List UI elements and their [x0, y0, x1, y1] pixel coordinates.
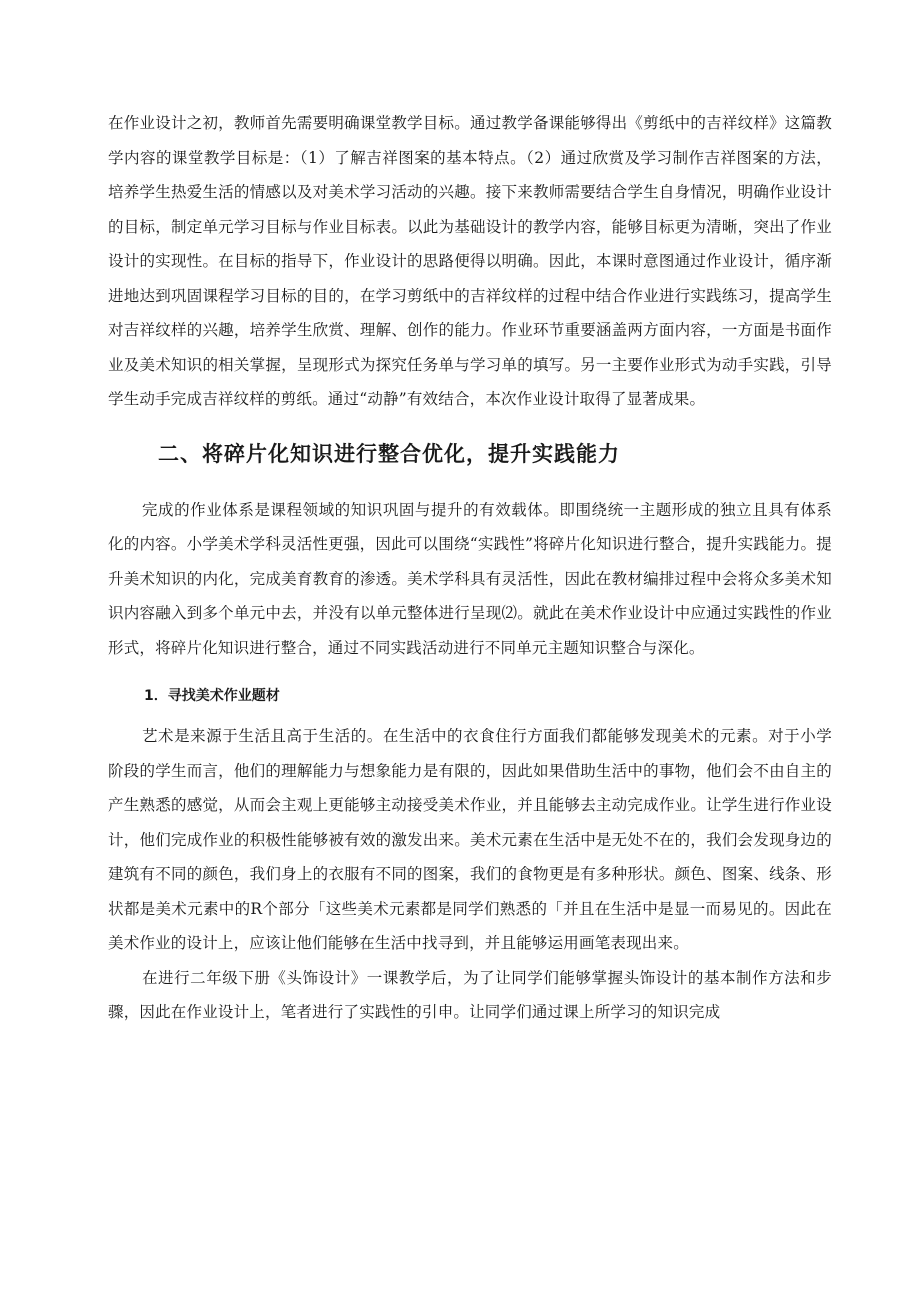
body-paragraph-3: 艺术是来源于生活且高于生活的。在生活中的衣食住行方面我们都能够发现美术的元素。对于小学阶段的学生而言，他们的理解能力与想象能力是有限的，因此如果借助生活中的事物，他们会不由自主的产生熟悉的感觉，从而会主观上更能够主动接受美术作业，并且能够去主动完成作业。让学生进行作业设计，他们完成作业的积极性能够被有效的激发出来。美术元素在生活中是无处不在的，我们会发现身边的建筑有不同的颜色，我们身上的衣服有不同的图案，我们的食物更是有多种形状。颜色、图案、线条、形状都是美术元素中的R个部分「这些美术元素都是同学们熟悉的「并且在生活中是显一而易见的。因此在美术作业的设计上，应该让他们能够在生活中找寻到，并且能够运用画笔表现出来。: [108, 727, 832, 952]
body-paragraph-1: 在作业设计之初，教师首先需要明确课堂教学目标。通过教学备课能够得出《剪纸中的吉祥纹样》这篇教学内容的课堂教学目标是：（1）了解吉祥图案的基本特点。（2）通过欣赏及学习制作吉祥图案的方法，培养学生热爱生活的情感以及对美术学习活动的兴趣。接下来教师需要结合学生自身情况，明确作业设计的目标，制定单元学习目标与作业目标表。以此为基础设计的教学内容，能够目标更为清晰，突出了作业设计的实现性。在目标的指导下，作业设计的思路便得以明确。因此，本课时意图通过作业设计，循序渐进地达到巩固课程学习目标的目的，在学习剪纸中的吉祥纹样的过程中结合作业进行实践练习，提高学生对吉祥纹样的兴趣，培养学生欣赏、理解、创作的能力。作业环节重要涵盖两方面内容，一方面是书面作业及美术知识的相关掌握，呈现形式为探究任务单与学习单的填写。另一主要作业形式为动手实践，引导学生动手完成吉祥纹样的剪纸。通过“动静”有效结合，本次作业设计取得了显著成果。: [108, 114, 832, 408]
body-paragraph-2: 完成的作业体系是课程领域的知识巩固与提升的有效载体。即围绕统一主题形成的独立且具有体系化的内容。小学美术学科灵活性更强，因此可以围绕“实践性”将碎片化知识进行整合，提升实践能力。提升美术知识的内化，完成美育教育的渗透。美术学科具有灵活性，因此在教材编排过程中会将众多美术知识内容融入到多个单元中去，并没有以单元整体进行呈现⑵。就此在美术作业设计中应通过实践性的作业形式，将碎片化知识进行整合，通过不同实践活动进行不同单元主题知识整合与深化。: [108, 500, 832, 657]
body-paragraph-4: 在进行二年级下册《头饰设计》一课教学后，为了让同学们能够掌握头饰设计的基本制作方法和步骤，因此在作业设计上，笔者进行了实践性的引申。让同学们通过课上所学习的知识完成: [108, 968, 832, 1021]
document-page: [108, 106, 832, 1030]
section-heading-2: 二、将碎片化知识进行整合优化，提升实践能力: [158, 441, 620, 466]
subsection-heading-1: 1．寻找美术作业题材: [144, 688, 280, 704]
